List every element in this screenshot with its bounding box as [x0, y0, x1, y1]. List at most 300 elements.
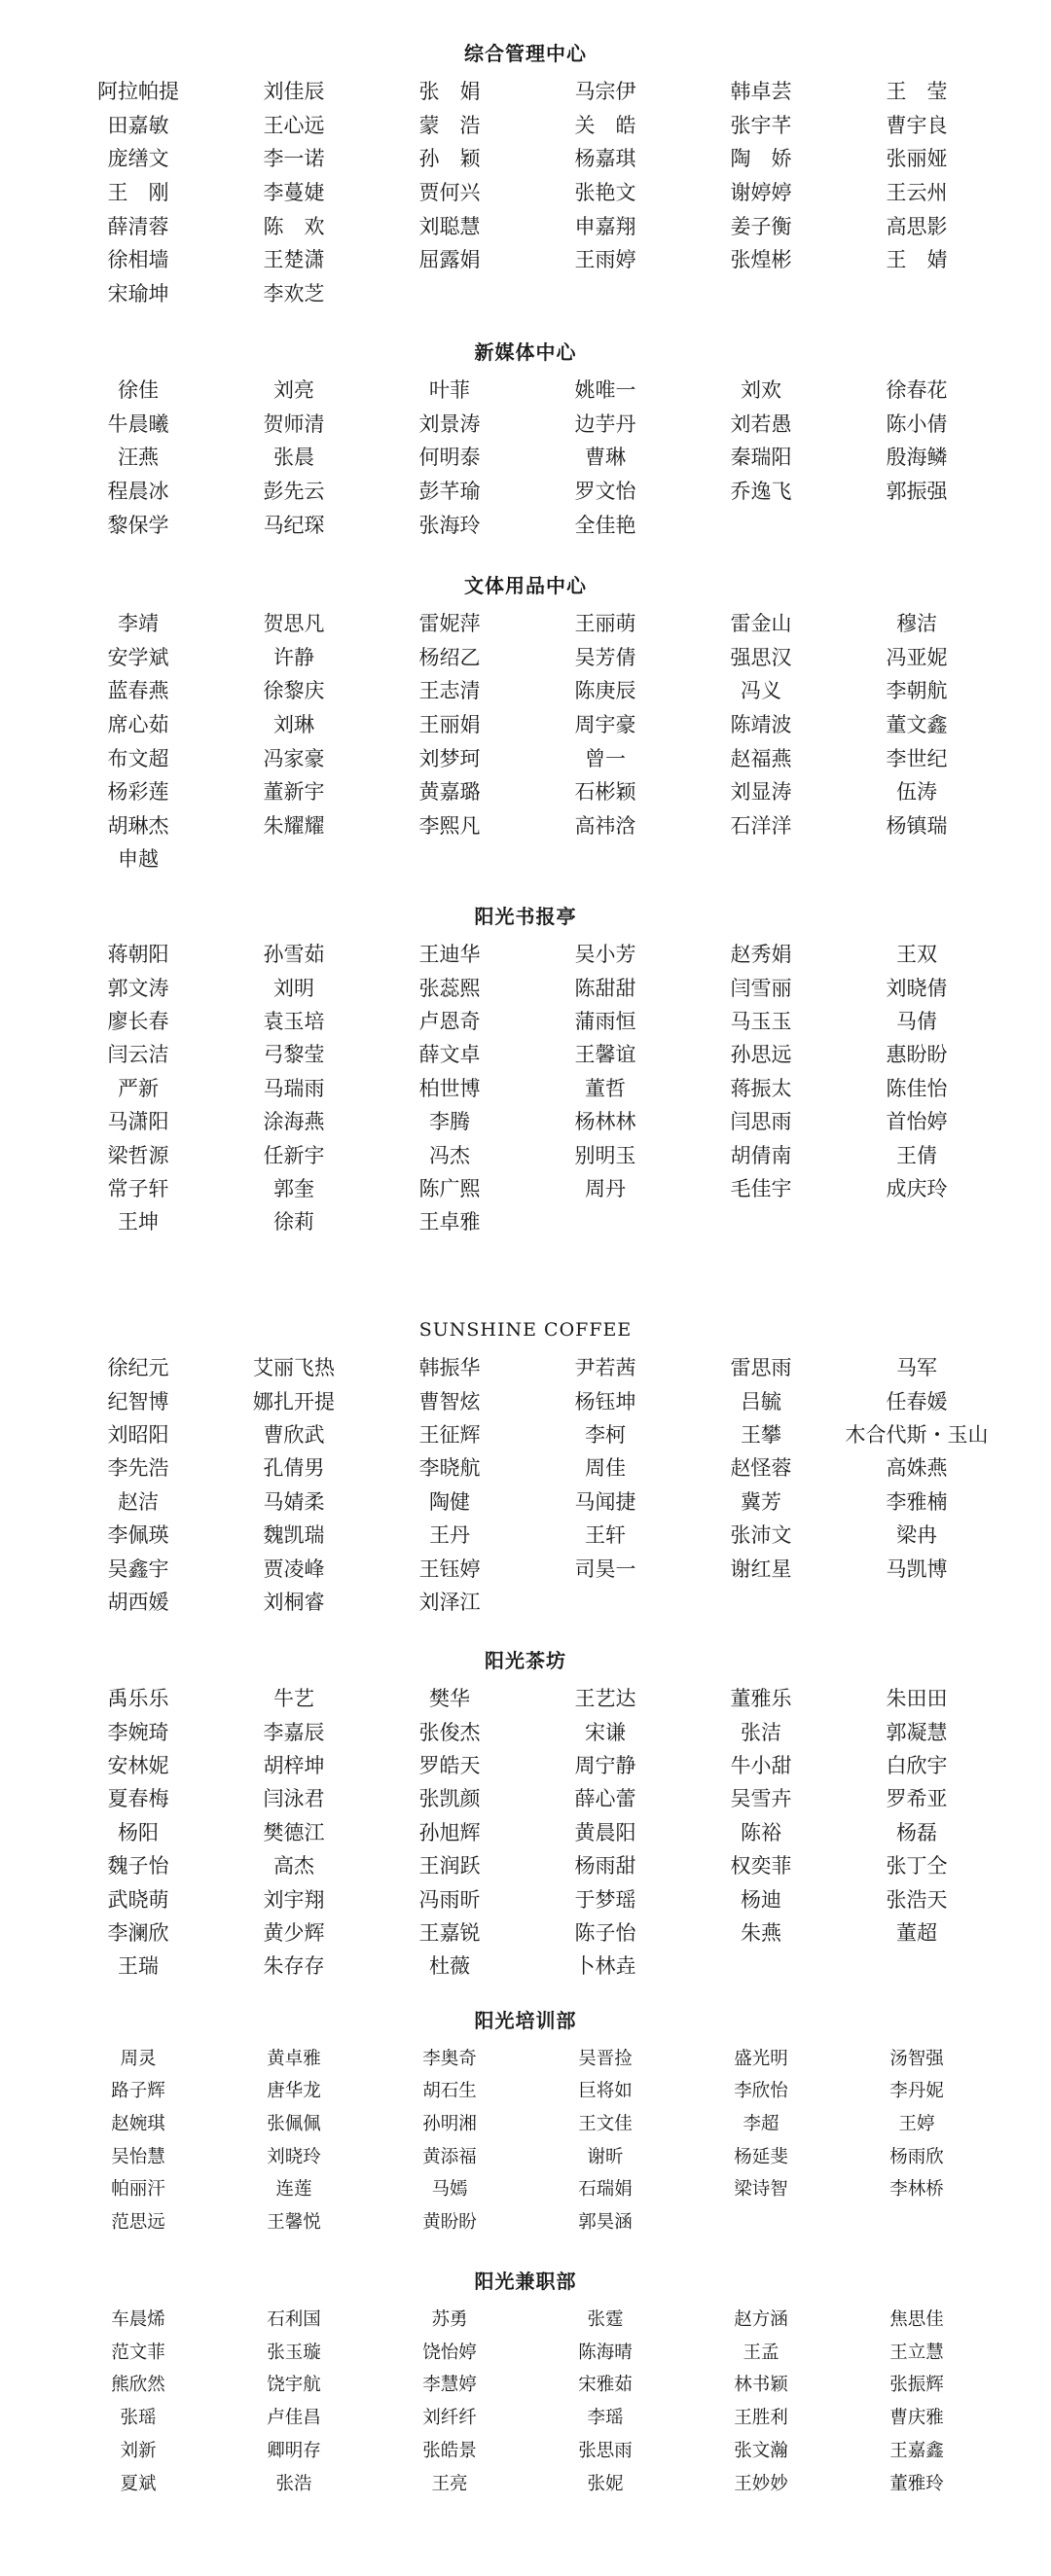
name-row	[0, 1171, 1051, 1204]
section-coffee	[0, 1313, 1051, 1618]
member-name: 曹欣武	[263, 1422, 325, 1447]
member-name: 张振辉	[889, 2375, 944, 2396]
member-name: 王文佳	[578, 2113, 633, 2134]
name-row	[0, 673, 1051, 707]
member-name: 贺师清	[263, 411, 325, 436]
member-name: 成庆玲	[886, 1176, 948, 1200]
member-name: 吴怡慧	[111, 2146, 165, 2167]
name-row	[0, 2302, 1051, 2335]
member-name: 张宇芊	[730, 113, 792, 137]
member-name: 吴芳倩	[574, 645, 636, 669]
member-name: 张玉璇	[267, 2342, 321, 2363]
member-name: 白欣宇	[886, 1753, 948, 1777]
member-name: 周宇豪	[574, 713, 636, 737]
member-name: 程晨冰	[107, 480, 169, 504]
member-name: 陈靖波	[730, 713, 792, 737]
member-name: 武晓萌	[107, 1887, 169, 1912]
name-row	[0, 507, 1051, 541]
name-row	[0, 2041, 1051, 2074]
member-name: 李瑶	[587, 2408, 624, 2429]
member-name: 姚唯一	[574, 378, 636, 403]
member-name: 周灵	[120, 2048, 157, 2069]
member-name: 司昊一	[574, 1556, 636, 1581]
member-name: 赵怪蓉	[730, 1456, 792, 1481]
member-name: 董哲	[585, 1076, 626, 1100]
name-row	[0, 2466, 1051, 2499]
name-row	[0, 440, 1051, 474]
name-row	[0, 707, 1051, 741]
member-name: 路子辉	[111, 2081, 165, 2102]
member-name: 张晨	[273, 446, 314, 470]
member-name: 马倩	[896, 1009, 937, 1033]
name-row	[0, 1881, 1051, 1914]
section-shubao	[0, 900, 1051, 1238]
member-name: 李熙凡	[418, 813, 481, 838]
member-name: 朱田田	[886, 1687, 948, 1711]
member-name: 张皓景	[422, 2441, 477, 2462]
member-name: 闫思雨	[730, 1110, 792, 1134]
member-name: 王心远	[263, 113, 325, 137]
member-name: 李婉琦	[107, 1720, 169, 1744]
member-name: 常子轩	[107, 1176, 169, 1200]
member-name: 韩振华	[418, 1356, 481, 1380]
member-name: 王钰婷	[418, 1556, 481, 1581]
member-name: 毛佳宇	[730, 1176, 792, 1200]
member-name: 杨镇瑞	[886, 813, 948, 838]
member-name: 曹智炫	[418, 1389, 481, 1413]
name-row	[0, 2171, 1051, 2204]
member-name: 杨钰坤	[574, 1389, 636, 1413]
member-name: 庞缮文	[107, 147, 169, 171]
name-row	[0, 1417, 1051, 1450]
name-row	[0, 74, 1051, 108]
member-name: 刘明	[273, 976, 314, 1000]
member-name: 饶怡婷	[422, 2342, 477, 2363]
name-row	[0, 108, 1051, 142]
member-name: 胡倩南	[730, 1143, 792, 1167]
member-name: 李先浩	[107, 1456, 169, 1481]
member-name: 曹宇良	[886, 113, 948, 137]
member-name: 于梦瑶	[574, 1887, 636, 1912]
name-row	[0, 2204, 1051, 2237]
member-name: 徐黎庆	[263, 679, 325, 703]
member-name: 卢恩奇	[418, 1009, 481, 1033]
member-name: 李朝航	[886, 679, 948, 703]
member-name: 刘纤纤	[422, 2408, 477, 2429]
member-name: 雷思雨	[730, 1356, 792, 1380]
member-name: 饶宇航	[267, 2375, 321, 2396]
member-name: 闫云洁	[107, 1043, 169, 1067]
member-name: 杨绍乙	[418, 645, 481, 669]
member-name: 罗文怡	[574, 480, 636, 504]
member-name: 王 刚	[107, 181, 169, 205]
member-name: 席心茹	[107, 713, 169, 737]
member-name: 郭文涛	[107, 976, 169, 1000]
member-name: 张佩佩	[267, 2113, 321, 2134]
member-name: 彭先云	[263, 480, 325, 504]
member-name: 李奥奇	[422, 2048, 477, 2069]
member-name: 张海玲	[418, 513, 481, 537]
member-name: 徐春花	[886, 378, 948, 403]
member-name: 王妙妙	[734, 2473, 788, 2494]
member-name: 许静	[273, 645, 314, 669]
member-name: 李林桥	[889, 2179, 944, 2200]
member-name: 蒋振太	[730, 1076, 792, 1100]
member-name: 艾丽飞热	[253, 1356, 335, 1380]
name-row	[0, 640, 1051, 674]
member-name: 牛小甜	[730, 1753, 792, 1777]
name-row	[0, 1004, 1051, 1037]
name-row	[0, 1949, 1051, 1982]
member-name: 王志清	[418, 679, 481, 703]
member-name: 冯家豪	[263, 746, 325, 770]
member-name: 穆洁	[896, 612, 937, 636]
name-row	[0, 2368, 1051, 2401]
member-name: 何明泰	[418, 446, 481, 470]
member-name: 杨嘉琪	[574, 147, 636, 171]
member-name: 蒲雨恒	[574, 1009, 636, 1033]
name-row	[0, 606, 1051, 640]
name-row	[0, 2074, 1051, 2107]
member-name: 张煌彬	[730, 248, 792, 272]
member-name: 石利国	[267, 2308, 321, 2330]
member-name: 王嘉鑫	[889, 2441, 944, 2462]
name-grid	[0, 2041, 1051, 2237]
member-name: 严新	[118, 1076, 159, 1100]
member-name: 卢佳昌	[267, 2408, 321, 2429]
member-name: 权奕菲	[730, 1854, 792, 1878]
name-row	[0, 1915, 1051, 1949]
member-name: 石彬颖	[574, 780, 636, 805]
member-name: 张凯颜	[418, 1787, 481, 1811]
member-name: 谢红星	[730, 1556, 792, 1581]
name-row	[0, 1551, 1051, 1584]
member-name: 马瑞雨	[263, 1076, 325, 1100]
member-name: 张浩天	[886, 1887, 948, 1912]
member-name: 杨磊	[896, 1820, 937, 1844]
member-name: 杨阳	[118, 1820, 159, 1844]
member-name: 梁冉	[896, 1523, 937, 1548]
member-name: 马纪琛	[263, 513, 325, 537]
member-name: 赵洁	[118, 1489, 159, 1514]
section-peixun	[0, 2004, 1051, 2237]
member-name: 李柯	[585, 1422, 626, 1447]
member-name: 安学斌	[107, 645, 169, 669]
member-name: 孙旭辉	[418, 1820, 481, 1844]
member-name: 刘显涛	[730, 780, 792, 805]
member-name: 连莲	[275, 2179, 312, 2200]
member-name: 薛文卓	[418, 1043, 481, 1067]
name-row	[0, 774, 1051, 808]
member-name: 雷妮萍	[418, 612, 481, 636]
name-row	[0, 2139, 1051, 2172]
member-name: 郭奎	[273, 1176, 314, 1200]
member-name: 宋瑜坤	[107, 281, 169, 305]
name-row	[0, 1383, 1051, 1416]
member-name: 陈子怡	[574, 1920, 636, 1945]
member-name: 布文超	[107, 746, 169, 770]
member-name: 李欣怡	[734, 2081, 788, 2102]
member-name: 宋雅茹	[578, 2375, 633, 2396]
member-name: 申越	[118, 847, 159, 872]
member-name: 刘亮	[273, 378, 314, 403]
member-name: 别明玉	[574, 1143, 636, 1167]
member-name: 陶 娇	[730, 147, 792, 171]
member-name: 梁诗智	[734, 2179, 788, 2200]
member-name: 任春媛	[886, 1389, 948, 1413]
member-name: 杨迪	[741, 1887, 781, 1912]
name-row	[0, 373, 1051, 407]
member-name: 牛晨曦	[107, 411, 169, 436]
name-grid	[0, 1350, 1051, 1618]
name-grid	[0, 373, 1051, 541]
member-name: 陈小倩	[886, 411, 948, 436]
member-name: 徐相墙	[107, 248, 169, 272]
member-name: 王立慧	[889, 2342, 944, 2363]
member-name: 袁玉培	[263, 1009, 325, 1033]
member-name: 孙 颖	[418, 147, 481, 171]
member-name: 刘泽江	[418, 1590, 481, 1614]
member-name: 薛清蓉	[107, 214, 169, 238]
member-name: 刘昭阳	[107, 1422, 169, 1447]
member-name: 雷金山	[730, 612, 792, 636]
member-name: 王艺达	[574, 1687, 636, 1711]
member-name: 薛心蕾	[574, 1787, 636, 1811]
name-row	[0, 1681, 1051, 1714]
member-name: 谢昕	[587, 2146, 624, 2167]
member-name: 李雅楠	[886, 1489, 948, 1514]
member-name: 姜子衡	[730, 214, 792, 238]
member-name: 谢婷婷	[730, 181, 792, 205]
member-name: 张洁	[741, 1720, 781, 1744]
member-name: 赵秀娟	[730, 943, 792, 967]
member-name: 陈佳怡	[886, 1076, 948, 1100]
member-name: 王丽萌	[574, 612, 636, 636]
member-name: 杨雨甜	[574, 1854, 636, 1878]
name-row	[0, 276, 1051, 310]
member-name: 纪智博	[107, 1389, 169, 1413]
member-name: 王润跃	[418, 1854, 481, 1878]
member-name: 郭振强	[886, 480, 948, 504]
member-name: 闫雪丽	[730, 976, 792, 1000]
section-title: SUNSHINE COFFEE	[418, 1319, 633, 1341]
member-name: 汤智强	[889, 2048, 944, 2069]
member-name: 王胜利	[734, 2408, 788, 2429]
member-name: 吴雪卉	[730, 1787, 792, 1811]
member-name: 帕丽汗	[111, 2179, 165, 2200]
member-name: 冯义	[741, 679, 781, 703]
member-name: 赵福燕	[730, 746, 792, 770]
name-row	[0, 1137, 1051, 1170]
member-name: 黎保学	[107, 513, 169, 537]
member-name: 陈广熙	[418, 1176, 481, 1200]
member-name: 吕毓	[741, 1389, 781, 1413]
member-name: 王轩	[585, 1523, 626, 1548]
member-name: 黄盼盼	[422, 2211, 477, 2233]
member-name: 林书颖	[734, 2375, 788, 2396]
member-name: 宋谦	[585, 1720, 626, 1744]
member-name: 黄嘉璐	[418, 780, 481, 805]
member-name: 乔逸飞	[730, 480, 792, 504]
member-name: 李嘉辰	[263, 1720, 325, 1744]
member-name: 马潇阳	[107, 1110, 169, 1134]
member-name: 杨林林	[574, 1110, 636, 1134]
member-name: 惠盼盼	[886, 1043, 948, 1067]
member-name: 杨延斐	[734, 2146, 788, 2167]
name-row	[0, 841, 1051, 876]
member-name: 石洋洋	[730, 813, 792, 838]
member-name: 刘晓玲	[267, 2146, 321, 2167]
member-name: 刘琳	[273, 713, 314, 737]
member-name: 唐华龙	[267, 2081, 321, 2102]
member-name: 刘桐睿	[263, 1590, 325, 1614]
member-name: 焦思佳	[889, 2308, 944, 2330]
section-title: 文体用品中心	[464, 574, 587, 597]
member-name: 樊德江	[263, 1820, 325, 1844]
member-name: 张 娟	[418, 80, 481, 104]
member-name: 胡石生	[422, 2081, 477, 2102]
member-name: 王征辉	[418, 1422, 481, 1447]
member-name: 黄添福	[422, 2146, 477, 2167]
member-name: 闫泳君	[263, 1787, 325, 1811]
name-row	[0, 1714, 1051, 1747]
member-name: 夏斌	[120, 2473, 157, 2494]
member-name: 关 皓	[574, 113, 636, 137]
member-name: 申嘉翔	[574, 214, 636, 238]
member-name: 王丽娟	[418, 713, 481, 737]
member-name: 王亮	[431, 2473, 468, 2494]
member-name: 李晓航	[418, 1456, 481, 1481]
member-name: 周佳	[585, 1456, 626, 1481]
member-name: 伍涛	[896, 780, 937, 805]
member-name: 边芋丹	[574, 411, 636, 436]
member-name: 刘佳辰	[263, 80, 325, 104]
member-name: 高姝燕	[886, 1456, 948, 1481]
member-name: 马玉玉	[730, 1009, 792, 1033]
member-name: 周宁静	[574, 1753, 636, 1777]
member-name: 朱燕	[741, 1920, 781, 1945]
member-name: 陈庚辰	[574, 679, 636, 703]
member-name: 吴鑫宇	[107, 1556, 169, 1581]
name-grid	[0, 74, 1051, 309]
member-name: 王坤	[118, 1210, 159, 1234]
member-name: 李一诺	[263, 147, 325, 171]
member-name: 王瑞	[118, 1954, 159, 1979]
name-row	[0, 474, 1051, 508]
name-row	[0, 407, 1051, 441]
member-name: 徐莉	[273, 1210, 314, 1234]
member-name: 张思雨	[578, 2441, 633, 2462]
section-title: 阳光兼职部	[474, 2270, 577, 2293]
member-name: 彭芊瑜	[418, 480, 481, 504]
member-name: 巨将如	[578, 2081, 633, 2102]
member-name: 董新宇	[263, 780, 325, 805]
member-name: 李丹妮	[889, 2081, 944, 2102]
member-name: 卿明存	[267, 2441, 321, 2462]
member-name: 刘梦珂	[418, 746, 481, 770]
member-name: 叶菲	[429, 378, 470, 403]
member-name: 王孟	[743, 2342, 779, 2363]
member-name: 赵方涵	[734, 2308, 788, 2330]
member-name: 黄卓雅	[267, 2048, 321, 2069]
member-name: 王丹	[429, 1523, 470, 1548]
member-name: 董雅乐	[730, 1687, 792, 1711]
member-name: 尹若茜	[574, 1356, 636, 1380]
member-name: 任新宇	[263, 1143, 325, 1167]
member-name: 廖长春	[107, 1009, 169, 1033]
member-name: 李佩瑛	[107, 1523, 169, 1548]
member-name: 全佳艳	[574, 513, 636, 537]
member-name: 刘晓倩	[886, 976, 948, 1000]
member-name: 王 莹	[886, 80, 948, 104]
member-name: 孙思远	[730, 1043, 792, 1067]
member-name: 刘景涛	[418, 411, 481, 436]
name-row	[0, 1071, 1051, 1104]
member-name: 孔倩男	[263, 1456, 325, 1481]
member-name: 苏勇	[431, 2308, 468, 2330]
member-name: 牛艺	[273, 1687, 314, 1711]
member-name: 殷海鳞	[886, 446, 948, 470]
name-row	[0, 1585, 1051, 1618]
member-name: 杜薇	[429, 1954, 470, 1979]
member-name: 张浩	[275, 2473, 312, 2494]
member-name: 刘宇翔	[263, 1887, 325, 1912]
member-name: 马宗伊	[574, 80, 636, 104]
member-name: 高祎浛	[574, 813, 636, 838]
member-name: 李蔓婕	[263, 181, 325, 205]
member-name: 张霆	[587, 2308, 624, 2330]
member-name: 阿拉帕提	[97, 80, 179, 104]
member-name: 徐佳	[118, 378, 159, 403]
member-name: 木合代斯・玉山	[845, 1422, 989, 1447]
name-row	[0, 242, 1051, 276]
member-name: 陈甜甜	[574, 976, 636, 1000]
section-wenti	[0, 569, 1051, 876]
member-name: 曹琳	[585, 446, 626, 470]
member-name: 蓝春燕	[107, 679, 169, 703]
member-name: 车晨烯	[111, 2308, 165, 2330]
member-name: 马军	[896, 1356, 937, 1380]
member-name: 张沛文	[730, 1523, 792, 1548]
name-row	[0, 208, 1051, 242]
name-row	[0, 1104, 1051, 1137]
member-name: 田嘉敏	[107, 113, 169, 137]
name-row	[0, 1450, 1051, 1484]
section-title: 新媒体中心	[474, 340, 577, 364]
member-name: 贾凌峰	[263, 1556, 325, 1581]
member-name: 胡梓坤	[263, 1753, 325, 1777]
member-name: 曾一	[585, 746, 626, 770]
member-name: 蒙 浩	[418, 113, 481, 137]
member-name: 王馨谊	[574, 1043, 636, 1067]
member-name: 冯杰	[429, 1143, 470, 1167]
member-name: 刘聪慧	[418, 214, 481, 238]
name-row	[0, 808, 1051, 842]
member-name: 胡西媛	[107, 1590, 169, 1614]
member-name: 王倩	[896, 1143, 937, 1167]
section-title: 综合管理中心	[464, 42, 587, 65]
member-name: 强思汉	[730, 645, 792, 669]
member-name: 王云州	[886, 181, 948, 205]
member-name: 董文鑫	[886, 713, 948, 737]
member-name: 王 婧	[886, 248, 948, 272]
section-title: 阳光书报亭	[474, 905, 577, 928]
member-name: 张文瀚	[734, 2441, 788, 2462]
member-name: 李澜欣	[107, 1920, 169, 1945]
member-name: 徐纪元	[107, 1356, 169, 1380]
member-name: 范思远	[111, 2211, 165, 2233]
name-row	[0, 175, 1051, 209]
